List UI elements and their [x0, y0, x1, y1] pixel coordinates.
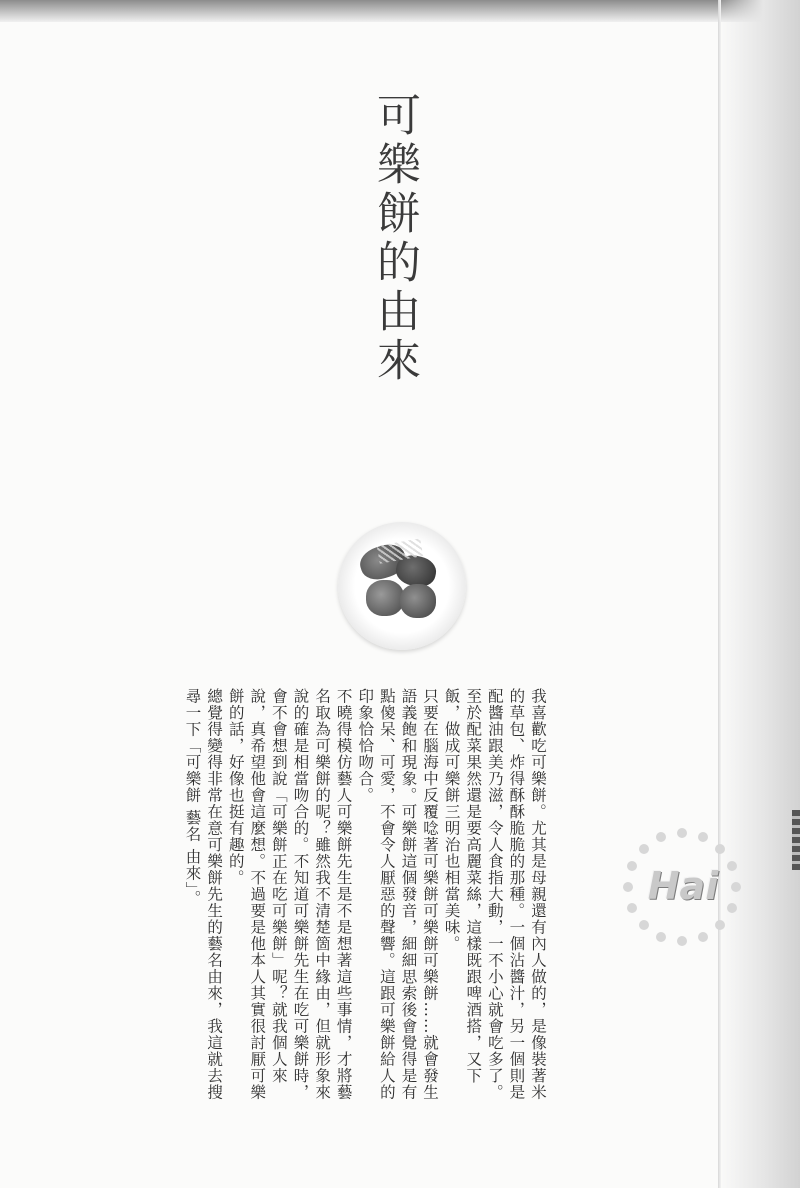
badge-dot	[727, 861, 737, 871]
page-fold-line	[718, 0, 721, 1188]
badge-dot	[731, 882, 741, 892]
badge-dot	[627, 861, 637, 871]
badge-dot	[656, 932, 666, 942]
badge-dot	[639, 920, 649, 930]
paragraph-4: 總覺得變得非常在意可樂餅先生的藝名由來，我這就去搜尋一下「可樂餅 藝名 由來」。	[183, 688, 224, 1101]
badge-dot	[698, 932, 708, 942]
badge-dot	[727, 903, 737, 913]
badge-dot	[715, 844, 725, 854]
page-title: 可樂餅的由來	[369, 92, 420, 386]
scan-top-edge	[0, 0, 800, 22]
paragraph-1: 我喜歡吃可樂餅。尤其是母親還有內人做的，是像裝著米的草包、炸得酥酥脆脆的那種。一個沾醬汁，另一個則是配醬油跟美乃滋，令人食指大動，一不小心就會吃多了。至於配菜果然還是要高麗菜絲，這樣既跟啤酒搭，又下飯，做成可樂餅三明治也相當美味。	[442, 688, 547, 1101]
badge-dot	[677, 936, 687, 946]
badge-dot	[639, 844, 649, 854]
page-gutter-shadow	[718, 0, 800, 1188]
badge-dot	[698, 832, 708, 842]
croquette-plate-photo	[338, 522, 466, 650]
watermark-badge-icon	[621, 826, 743, 948]
badge-dot	[627, 903, 637, 913]
badge-dot	[656, 832, 666, 842]
badge-dot	[677, 828, 687, 838]
paragraph-2: 只要在腦海中反覆唸著可樂餅可樂餅可樂餅……就會發生語義飽和現象。可樂餅這個發音，細細思索後會覺得是有點傻呆、可愛，不會令人厭惡的聲響。這跟可樂餅給人的印象恰恰吻合。	[356, 688, 440, 1101]
paragraph-3: 不曉得模仿藝人可樂餅先生是不是想著這些事情，才將藝名取為可樂餅的呢？雖然我不清楚箇中緣由，但就形象來說的確是相當吻合的。不知道可樂餅先生在吃可樂餅時，會不會想到說「可樂餅正在吃可樂餅」呢？就我個人來說，真希望他會這麼想。不過要是他本人其實很討厭可樂餅的話，好像也挺有趣的。	[226, 688, 353, 1101]
watermark-logo: Hai	[647, 864, 719, 908]
badge-dot	[715, 920, 725, 930]
body-text	[183, 688, 548, 1108]
page-edge-marks	[792, 810, 800, 870]
badge-dot	[623, 882, 633, 892]
